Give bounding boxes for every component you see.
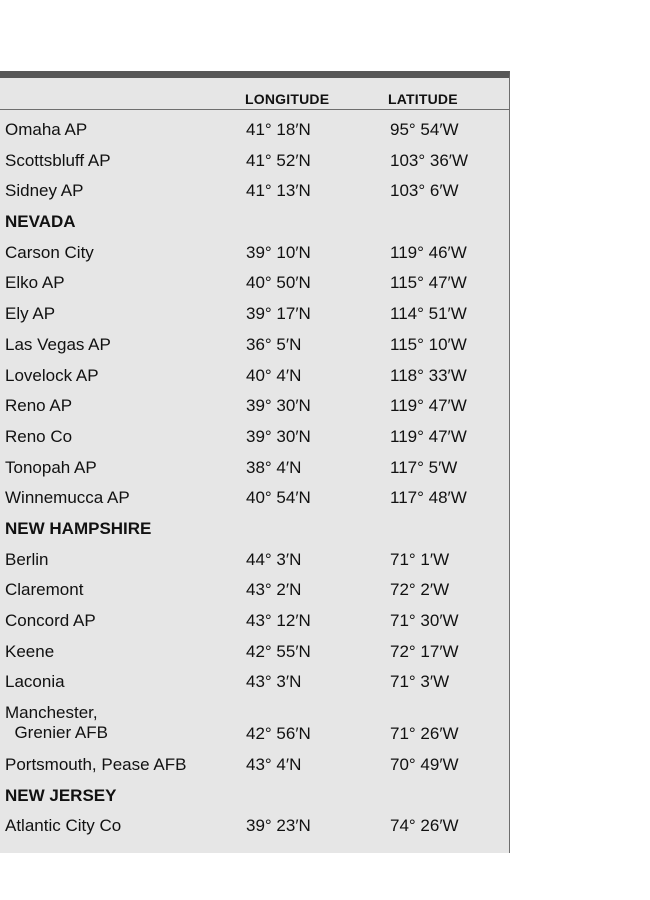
longitude-value: 41° 13′N — [246, 181, 311, 201]
state-heading: NEW JERSEY — [5, 785, 117, 805]
latitude-column-header: LATITUDE — [388, 91, 458, 107]
latitude-value: 95° 54′W — [390, 120, 459, 139]
table-row — [0, 576, 509, 607]
location-name: Elko AP — [5, 273, 65, 293]
longitude-value: 39° 30′N — [246, 426, 311, 446]
longitude-value: 43° 2′N — [246, 580, 302, 600]
longitude-value: 39° 10′N — [246, 242, 311, 262]
latitude-value: 115° 10′W — [390, 334, 467, 354]
latitude-value: 70° 49′W — [390, 755, 459, 775]
location-name: Keene — [5, 641, 55, 661]
location-name: Winnemucca AP — [5, 488, 130, 508]
longitude-value: 44° 3′N — [246, 549, 302, 569]
table-row — [0, 116, 509, 147]
longitude-value: 38° 4′N — [246, 457, 302, 477]
table-row — [0, 546, 509, 577]
latitude-value: 117° 48′W — [390, 488, 467, 508]
location-name: Reno Co — [5, 426, 73, 446]
location-name: Ely AP — [5, 304, 56, 324]
latitude-value: 119° 46′W — [390, 242, 467, 262]
latitude-value: 119° 47′W — [390, 426, 467, 446]
table-row — [0, 668, 509, 699]
location-name: Lovelock AP — [5, 365, 99, 385]
table-row — [0, 699, 509, 751]
latitude-value: 72° 17′W — [390, 641, 459, 661]
longitude-value: 40° 54′N — [246, 488, 311, 508]
table-body — [0, 116, 509, 843]
table-row — [0, 392, 509, 423]
coordinates-table — [0, 71, 510, 853]
location-name: Las Vegas AP — [5, 334, 111, 354]
longitude-value: 36° 5′N — [246, 334, 302, 354]
latitude-value: 103° 36′W — [390, 150, 469, 170]
latitude-value: 71° 1′W — [390, 549, 450, 569]
location-name: Atlantic City Co — [5, 816, 122, 836]
table-header — [0, 78, 509, 110]
location-name: Tonopah AP — [5, 457, 97, 477]
longitude-value: 39° 17′N — [246, 304, 311, 324]
latitude-value: 118° 33′W — [390, 365, 467, 385]
state-heading: NEVADA — [5, 212, 76, 232]
latitude-value: 114° 51′W — [390, 304, 467, 324]
location-name: Claremont — [5, 580, 84, 600]
table-row — [0, 239, 509, 270]
latitude-value: 103° 6′W — [390, 181, 459, 201]
location-name: Omaha AP — [5, 120, 88, 139]
state-section-row — [0, 208, 509, 239]
table-row — [0, 484, 509, 515]
latitude-value: 117° 5′W — [390, 457, 458, 477]
table-row — [0, 300, 509, 331]
state-section-row — [0, 782, 509, 813]
longitude-value: 39° 30′N — [246, 396, 311, 416]
latitude-value: 71° 30′W — [390, 611, 459, 630]
latitude-value: 72° 2′W — [390, 580, 450, 600]
table-row — [0, 177, 509, 208]
longitude-value: 42° 55′N — [246, 641, 311, 661]
longitude-value: 43° 4′N — [246, 755, 302, 775]
longitude-value: 40° 4′N — [246, 365, 302, 385]
state-heading: NEW HAMPSHIRE — [5, 518, 152, 538]
table-row — [0, 751, 509, 782]
table-row — [0, 454, 509, 485]
longitude-value: 41° 18′N — [246, 120, 311, 139]
location-name: Sidney AP — [5, 181, 84, 201]
longitude-column-header: LONGITUDE — [245, 91, 330, 107]
longitude-value: 40° 50′N — [246, 273, 311, 293]
table-row — [0, 812, 509, 843]
latitude-value: 119° 47′W — [390, 396, 467, 416]
longitude-value: 41° 52′N — [246, 150, 311, 170]
longitude-value: 39° 23′N — [246, 816, 311, 836]
table-row — [0, 607, 509, 638]
latitude-value: 71° 26′W — [390, 724, 459, 744]
table-row — [0, 269, 509, 300]
location-name: Laconia — [5, 672, 65, 692]
latitude-value: 71° 3′W — [390, 672, 450, 692]
table-row — [0, 362, 509, 393]
location-name: Manchester, Grenier AFB — [5, 703, 108, 743]
table-row — [0, 331, 509, 362]
location-name: Reno AP — [5, 396, 73, 416]
longitude-value: 43° 3′N — [246, 672, 302, 692]
table-row — [0, 423, 509, 454]
longitude-value: 42° 56′N — [246, 724, 311, 744]
latitude-value: 115° 47′W — [390, 273, 467, 293]
location-name: Carson City — [5, 242, 94, 262]
latitude-value: 74° 26′W — [390, 816, 459, 836]
location-name: Portsmouth, Pease AFB — [5, 755, 187, 775]
table-row — [0, 147, 509, 178]
longitude-value: 43° 12′N — [246, 611, 311, 630]
location-name: Scottsbluff AP — [5, 150, 111, 170]
location-name: Concord AP — [5, 611, 96, 630]
table-row — [0, 638, 509, 669]
location-name: Berlin — [5, 549, 49, 569]
state-section-row — [0, 515, 509, 546]
